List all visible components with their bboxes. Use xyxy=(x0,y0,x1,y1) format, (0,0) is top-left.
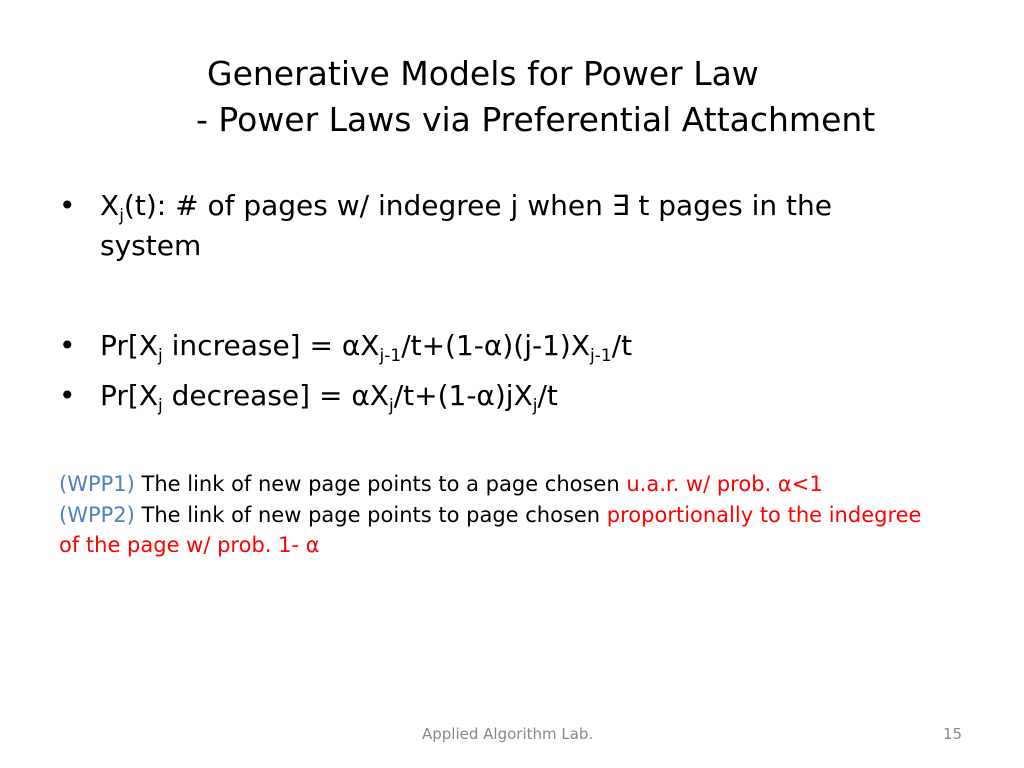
wpp1-tag: (WPP1) xyxy=(59,472,135,496)
bullet-marker: • xyxy=(59,379,76,412)
formula-part: increase] = αX xyxy=(162,329,380,362)
formula-subscript: j xyxy=(388,396,394,416)
formula-subscript: j xyxy=(532,396,538,416)
formula-part: Pr[X xyxy=(100,329,159,362)
bullet-marker: • xyxy=(59,329,76,362)
bullet-decrease-formula xyxy=(59,376,558,416)
wpp1-line xyxy=(59,469,929,499)
formula-part: /t+(1-α)(j-1)X xyxy=(401,329,591,362)
wpp2-tag: (WPP2) xyxy=(59,503,135,527)
formula-subscript: j xyxy=(158,396,163,416)
wpp1-text: The link of new page points to a page chosen xyxy=(134,472,627,496)
formula-subscript: j-1 xyxy=(379,346,402,366)
slide-title-line-2: - Power Laws via Preferential Attachment xyxy=(196,100,876,139)
slide-number: 15 xyxy=(943,725,963,743)
formula-part: decrease] = αX xyxy=(162,379,389,412)
wpp2-line xyxy=(59,500,929,560)
wpp2-text: The link of new page points to page chosen xyxy=(134,503,607,527)
bullet-increase-formula xyxy=(59,326,633,366)
subscript-j: j xyxy=(119,206,124,226)
formula-subscript: j-1 xyxy=(590,346,612,366)
definition-text: (t): # of pages w/ indegree j when ∃ t pages in the system xyxy=(100,189,833,262)
var-x: X xyxy=(100,189,120,222)
formula-part: /t xyxy=(537,379,558,412)
wpp2-highlight: proportionally to the indegree of the page w/ prob. 1- α xyxy=(59,503,922,557)
wpp1-highlight: u.a.r. w/ prob. α<1 xyxy=(626,472,823,496)
formula-part: /t xyxy=(611,329,633,362)
bullet-marker: • xyxy=(59,189,76,222)
formula-subscript: j xyxy=(158,346,163,366)
formula-part: Pr[X xyxy=(100,379,159,412)
formula-part: /t+(1-α)jX xyxy=(393,379,533,412)
bullet-definition xyxy=(59,186,930,266)
slide-title-line-1: Generative Models for Power Law xyxy=(207,54,759,93)
footer-lab-name: Applied Algorithm Lab. xyxy=(422,725,594,743)
